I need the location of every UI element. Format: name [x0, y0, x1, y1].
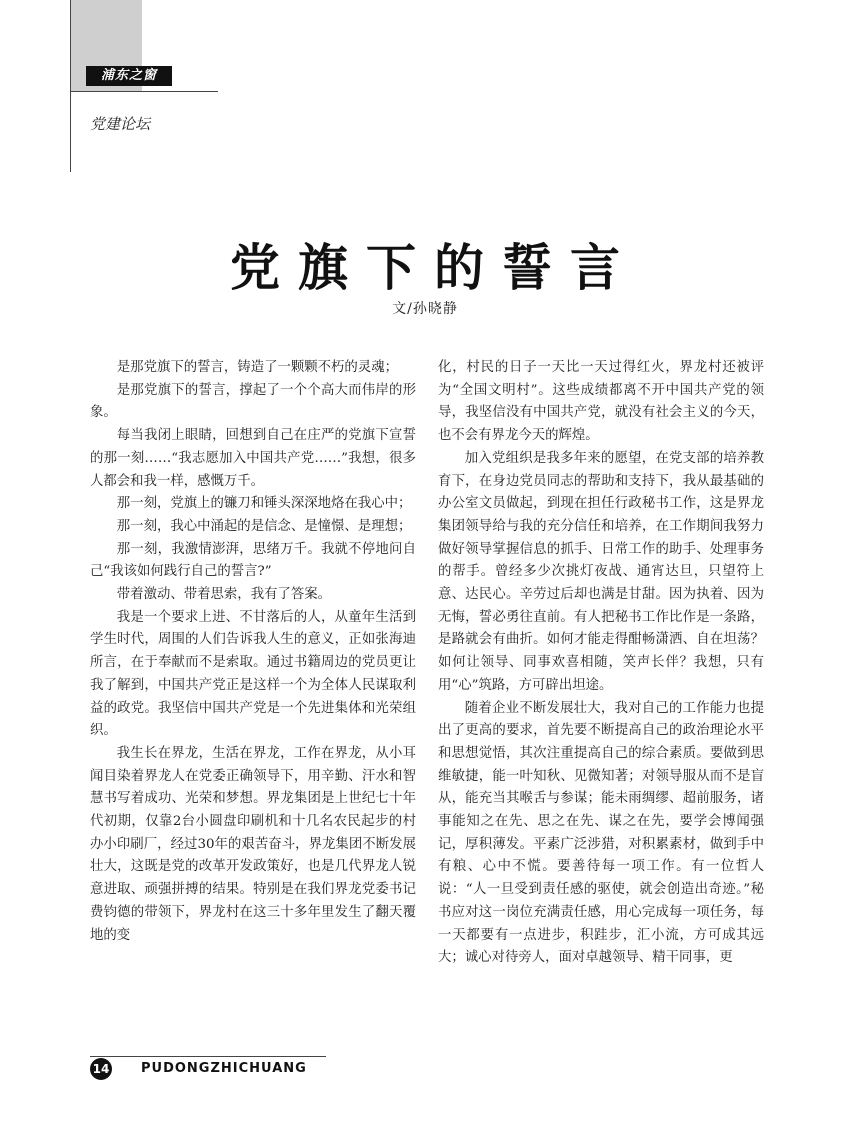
article-byline: 文/孙晓静	[392, 301, 458, 317]
paragraph: 化，村民的日子一天比一天过得红火，界龙村还被评为“全国文明村”。这些成绩都离不开中国共产党的领导，我坚信没有中国共产党，就没有社会主义的今天，也不会有界龙今天的辉煌。	[438, 360, 764, 444]
paragraph: 那一刻，党旗上的镰刀和锤头深深地烙在我心中；	[116, 496, 412, 512]
paragraph: 是那党旗下的誓言，撑起了一个个高大而伟岸的形象。	[90, 382, 416, 421]
page-number: 14	[90, 1058, 112, 1080]
article-title: 党旗下的誓言	[230, 238, 638, 297]
header-vertical-rule	[70, 0, 71, 172]
paragraph: 加入党组织是我多年来的愿望，在党支部的培养教育下，在身边党员同志的帮助和支持下，我从最基础的办公室文员做起，到现在担任行政秘书工作，这是界龙集团领导给与我的充分信任和培养，在工作期间我努力做好领导掌握信息的抓手、日常工作的助手、处理事务的帮手。曾经多少次挑灯夜战、通宵达旦，只望符上意、达民心。辛劳过后却也满是甘甜。因为执着、因为无悔，誓必勇往直前。有人把秘书工作比作是一条路，是路就会有曲折。如何才能走得酣畅潇洒、自在坦荡？如何让领导、同事欢喜相随，笑声长伴？我想，只有用“心”筑路，方可辟出坦途。	[438, 450, 764, 693]
paragraph: 是那党旗下的誓言，铸造了一颗颗不朽的灵魂；	[116, 360, 398, 375]
article-column-left	[90, 357, 416, 947]
paragraph: 那一刻，我激情澎湃，思绪万千。我就不停地问自己“我该如何践行自己的誓言?”	[90, 541, 416, 580]
column-name: 党建论坛	[90, 115, 151, 133]
paragraph: 我是一个要求上进、不甘落后的人，从童年生活到学生时代，周围的人们告诉我人生的意义，正如张海迪所言，在于奉献而不是索取。通过书籍周边的党员更让我了解到，中国共产党正是这样一个为全体人民谋取利益的政党。我坚信中国共产党是一个先进集体和光荣组织。	[90, 609, 416, 739]
paragraph: 每当我闭上眼睛，回想到自己在庄严的党旗下宣誓的那一刻……“我志愿加入中国共产党……”我想，很多人都会和我一样，感慨万千。	[90, 428, 416, 489]
article-column-right	[438, 357, 764, 970]
footer-magazine-name: PUDONGZHICHUANG	[141, 1061, 307, 1076]
paragraph: 我生长在界龙，生活在界龙，工作在界龙，从小耳闻目染着界龙人在党委正确领导下，用辛勤、汗水和智慧书写着成功、光荣和梦想。界龙集团是上世纪七十年代初期，仅靠2台小圆盘印刷机和十几名农民起步的村办小印刷厂，经过30年的艰苦奋斗，界龙集团不断发展壮大，这既是党的改革开发政策好，也是几代界龙人锐意进取、顽强拼搏的结果。特别是在我们界龙党委书记费钧德的带领下，界龙村在这三十多年里发生了翻天覆地的变	[90, 745, 416, 943]
header-horizontal-rule	[70, 91, 218, 92]
magazine-logo: 浦东之窗	[86, 66, 172, 86]
paragraph: 那一刻，我心中涌起的是信念、是憧憬、是理想；	[116, 518, 412, 534]
paragraph: 带着激动、带着思索，我有了答案。	[116, 587, 332, 603]
footer-rule	[90, 1056, 326, 1057]
paragraph: 随着企业不断发展壮大，我对自己的工作能力也提出了更高的要求，首先要不断提高自己的政治理论水平和思想觉悟，其次注重提高自己的综合素质。要做到思维敏捷，能一叶知秋、见微知著；对领导服从而不是盲从，能充当其喉舌与参谋；能未雨绸缪、超前服务，诸事能知之在先、思之在先、谋之在先，要学会博闻强记，厚积薄发。平素广泛涉猎，对积累素材，做到手中有粮、心中不慌。要善待每一项工作。有一位哲人说：“人一旦受到责任感的驱使，就会创造出奇迹。”秘书应对这一岗位充满责任感，用心完成每一项任务，每一天都要有一点进步，积跬步，汇小流，方可成其远大；诚心对待旁人，面对卓越领导、精干同事，更	[438, 700, 764, 966]
